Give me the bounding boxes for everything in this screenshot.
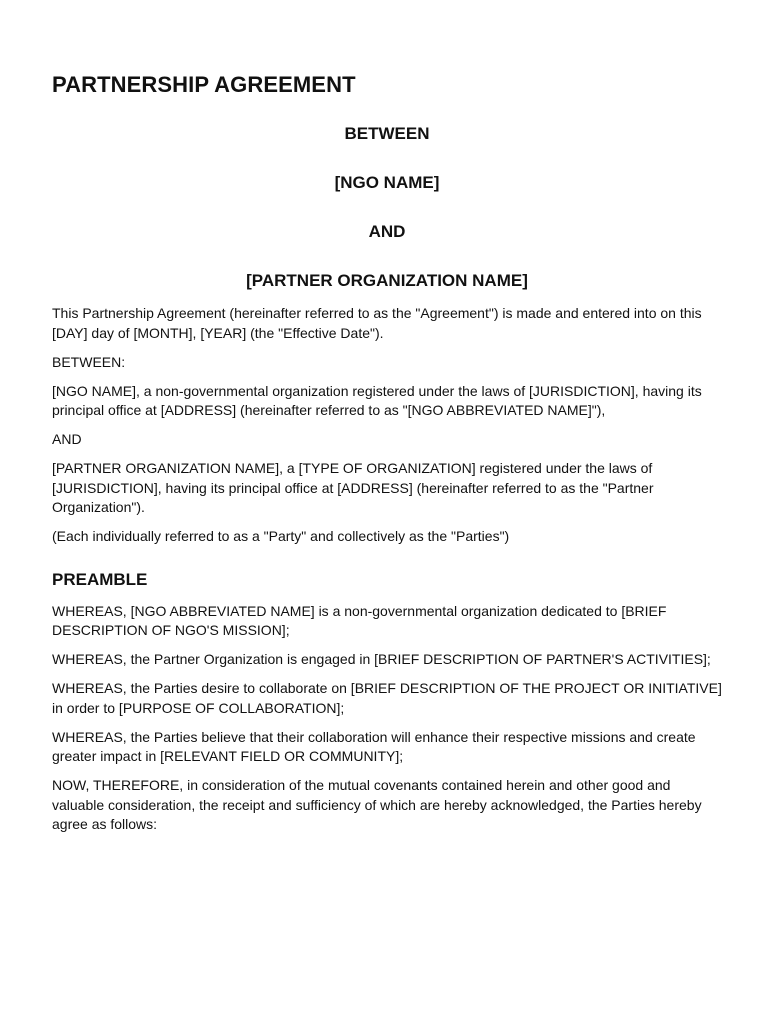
parties-note: (Each individually referred to as a "Party" and collectively as the "Parties")	[52, 528, 510, 544]
document-title: PARTNERSHIP AGREEMENT	[52, 72, 356, 97]
party-one-heading: [NGO NAME]	[334, 173, 440, 192]
now-therefore-clause: NOW, THEREFORE, in consideration of the mutual covenants contained herein and other good and valuable consideration, the receipt and sufficiency of which are hereby acknowledged, the Parties hereby agree as follows:	[52, 777, 702, 832]
whereas-clause-3: WHEREAS, the Parties desire to collaborate on [BRIEF DESCRIPTION OF THE PROJECT OR INITIATIVE] in order to [PURPOSE OF COLLABORATION];	[52, 680, 722, 716]
and-heading: AND	[368, 222, 406, 241]
partner-clause: [PARTNER ORGANIZATION NAME], a [TYPE OF ORGANIZATION] registered under the laws of [JURISDICTION], having its principal office at [ADDRESS] (hereinafter referred to as the "Partner Organization").	[52, 460, 654, 515]
between-label: BETWEEN:	[52, 353, 126, 370]
whereas-clause-1: WHEREAS, [NGO ABBREVIATED NAME] is a non-governmental organization dedicated to [BRIEF DESCRIPTION OF NGO'S MISSION];	[52, 602, 667, 638]
whereas-clause-2: WHEREAS, the Partner Organization is engaged in [BRIEF DESCRIPTION OF PARTNER'S ACTIVITIES];	[52, 651, 711, 667]
and-label: AND	[52, 431, 82, 447]
intro-paragraph: This Partnership Agreement (hereinafter referred to as the "Agreement") is made and entered into on this [DAY] day of [MONTH], [YEAR] (the "Effective Date").	[52, 305, 702, 341]
between-heading: BETWEEN	[344, 124, 430, 143]
party-two-heading: [PARTNER ORGANIZATION NAME]	[246, 271, 528, 290]
whereas-clause-4: WHEREAS, the Parties believe that their collaboration will enhance their respective missions and create greater impact in [RELEVANT FIELD OR COMMUNITY];	[52, 728, 696, 764]
document-page	[52, 72, 722, 844]
preamble-heading: PREAMBLE	[52, 569, 148, 589]
ngo-clause: [NGO NAME], a non-governmental organization registered under the laws of [JURISDICTION], having its principal office at [ADDRESS] (hereinafter referred to as "[NGO ABBREVIATED NAME]"),	[52, 382, 702, 418]
